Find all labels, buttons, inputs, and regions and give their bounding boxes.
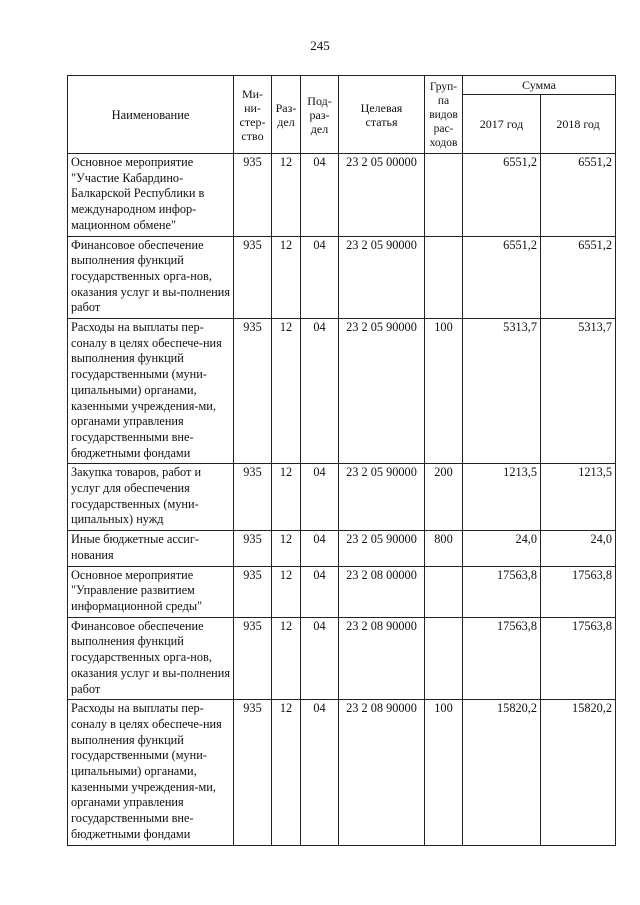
row-sum-2018: 24,0: [541, 531, 616, 566]
table-row: [68, 617, 616, 700]
row-target: 23 2 05 00000: [339, 154, 425, 237]
row-ministry: 935: [234, 700, 272, 845]
row-section: 12: [272, 236, 301, 319]
header-section: Раз- дел: [272, 76, 301, 154]
row-sum-2018: 1213,5: [541, 464, 616, 531]
header-group: Груп- па видов рас- ходов: [425, 76, 463, 154]
row-sum-2017: 1213,5: [463, 464, 541, 531]
row-section: 12: [272, 700, 301, 845]
table-row: [68, 319, 616, 464]
table-body: [68, 154, 616, 846]
row-subsection: 04: [301, 566, 339, 617]
row-sum-2018: 5313,7: [541, 319, 616, 464]
header-ministry: Ми- ни- стер- ство: [234, 76, 272, 154]
row-subsection: 04: [301, 464, 339, 531]
row-sum-2017: 24,0: [463, 531, 541, 566]
row-target: 23 2 05 90000: [339, 236, 425, 319]
table-row: [68, 566, 616, 617]
row-ministry: 935: [234, 566, 272, 617]
row-ministry: 935: [234, 154, 272, 237]
row-target: 23 2 05 90000: [339, 464, 425, 531]
row-section: 12: [272, 566, 301, 617]
row-subsection: 04: [301, 236, 339, 319]
header-sum: Сумма: [463, 76, 616, 95]
table-row: [68, 700, 616, 845]
row-sum-2017: 5313,7: [463, 319, 541, 464]
row-group: 100: [425, 700, 463, 845]
row-sum-2018: 15820,2: [541, 700, 616, 845]
header-year-2017: 2017 год: [463, 95, 541, 154]
table-row: [68, 531, 616, 566]
row-target: 23 2 08 00000: [339, 566, 425, 617]
header-year-2018: 2018 год: [541, 95, 616, 154]
row-name: Закупка товаров, работ и услуг для обеспечения государственных (муни-ципальных) нужд: [68, 464, 234, 531]
row-sum-2018: 17563,8: [541, 617, 616, 700]
header-name: Наименование: [68, 76, 234, 154]
row-ministry: 935: [234, 236, 272, 319]
row-ministry: 935: [234, 464, 272, 531]
budget-table: [67, 75, 616, 846]
row-sum-2018: 6551,2: [541, 154, 616, 237]
row-name: Расходы на выплаты пер-соналу в целях обеспече-ния выполнения функций государственными (муни-ципальными) органами, казенными учреждения-ми, органами управления государственными вне-бюджетными фондами: [68, 700, 234, 845]
row-section: 12: [272, 319, 301, 464]
row-ministry: 935: [234, 319, 272, 464]
row-group: [425, 617, 463, 700]
row-group: [425, 566, 463, 617]
header-subsection: Под- раз- дел: [301, 76, 339, 154]
row-sum-2018: 6551,2: [541, 236, 616, 319]
row-name: Основное мероприятие "Участие Кабардино-Балкарской Республики в международном инфор-мационном обмене": [68, 154, 234, 237]
row-subsection: 04: [301, 700, 339, 845]
row-name: Основное мероприятие "Управление развитием информационной среды": [68, 566, 234, 617]
row-section: 12: [272, 464, 301, 531]
header-target: Целевая статья: [339, 76, 425, 154]
row-group: [425, 236, 463, 319]
row-group: 800: [425, 531, 463, 566]
row-name: Иные бюджетные ассиг-нования: [68, 531, 234, 566]
row-name: Финансовое обеспечение выполнения функций государственных орга-нов, оказания услуг и вы-полнения работ: [68, 617, 234, 700]
row-target: 23 2 08 90000: [339, 700, 425, 845]
table-row: [68, 154, 616, 237]
page-number: 245: [310, 38, 330, 53]
row-section: 12: [272, 531, 301, 566]
row-sum-2017: 6551,2: [463, 236, 541, 319]
row-group: [425, 154, 463, 237]
row-sum-2017: 15820,2: [463, 700, 541, 845]
row-group: 200: [425, 464, 463, 531]
table-row: [68, 464, 616, 531]
row-subsection: 04: [301, 531, 339, 566]
row-section: 12: [272, 154, 301, 237]
table-header: [68, 76, 616, 154]
row-ministry: 935: [234, 531, 272, 566]
row-group: 100: [425, 319, 463, 464]
row-section: 12: [272, 617, 301, 700]
row-subsection: 04: [301, 154, 339, 237]
row-subsection: 04: [301, 617, 339, 700]
row-target: 23 2 05 90000: [339, 319, 425, 464]
row-name: Расходы на выплаты пер-соналу в целях обеспече-ния выполнения функций государственными (муни-ципальными) органами, казенными учреждения-ми, органами управления государственными вне-бюджетными фондами: [68, 319, 234, 464]
row-sum-2018: 17563,8: [541, 566, 616, 617]
row-target: 23 2 08 90000: [339, 617, 425, 700]
row-sum-2017: 17563,8: [463, 617, 541, 700]
row-sum-2017: 17563,8: [463, 566, 541, 617]
row-ministry: 935: [234, 617, 272, 700]
row-subsection: 04: [301, 319, 339, 464]
table-row: [68, 236, 616, 319]
row-sum-2017: 6551,2: [463, 154, 541, 237]
row-target: 23 2 05 90000: [339, 531, 425, 566]
row-name: Финансовое обеспечение выполнения функций государственных орга-нов, оказания услуг и вы-полнения работ: [68, 236, 234, 319]
